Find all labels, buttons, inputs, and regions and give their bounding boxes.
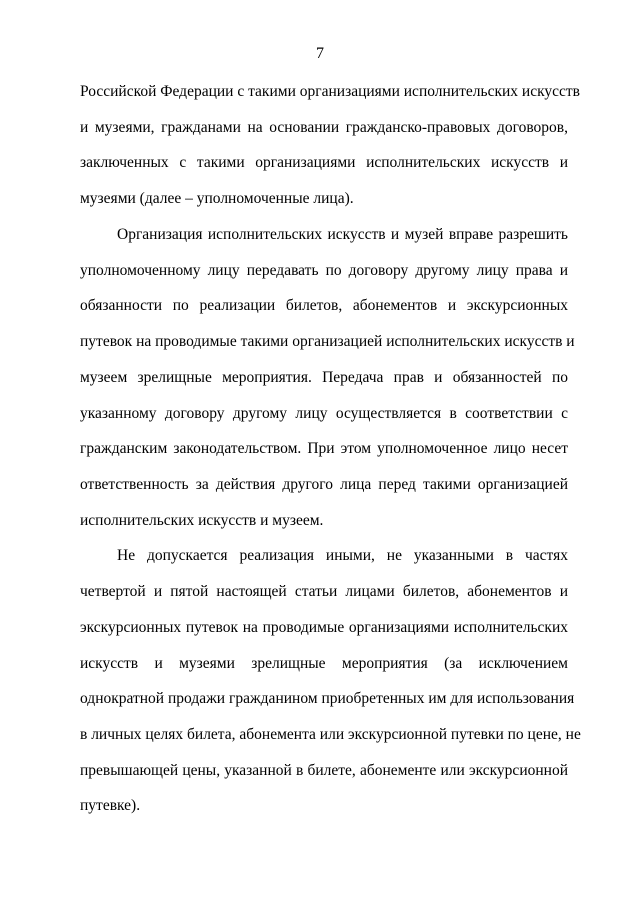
paragraph-first-line: Не допускается реализация иными, не указанными в частях [117, 547, 568, 564]
text-line: ответственность за действия другого лица перед такими организацией [80, 476, 568, 493]
text-line: искусств и музеями зрелищные мероприятия (за исключением [80, 655, 568, 672]
text-line: путевок на проводимые такими организацией исполнительских искусств и [80, 333, 575, 350]
text-line: однократной продажи гражданином приобретенных им для использования [80, 690, 575, 707]
text-line: в личных целях билета, абонемента или экскурсионной путевки по цене, не [80, 726, 581, 743]
page-number: 7 [316, 45, 324, 62]
text-line: уполномоченному лицу передавать по договору другому лицу права и [80, 262, 568, 279]
paragraph-first-line: Организация исполнительских искусств и музей вправе разрешить [117, 226, 568, 243]
text-line: экскурсионных путевок на проводимые организациями исполнительских [80, 619, 568, 636]
text-line: путевке). [80, 797, 141, 814]
text-line: Российской Федерации с такими организациями исполнительских искусств [80, 83, 580, 100]
text-line: музеями (далее – уполномоченные лица). [80, 190, 354, 207]
text-line: указанному договору другому лицу осуществляется в соответствии с [80, 405, 568, 422]
text-line: обязанности по реализации билетов, абонементов и экскурсионных [80, 297, 568, 314]
text-line: и музеями, гражданами на основании гражданско-правовых договоров, [80, 119, 568, 136]
text-line: исполнительских искусств и музеем. [80, 512, 324, 529]
text-line: превышающей цены, указанной в билете, абонементе или экскурсионной [80, 762, 568, 779]
text-line: гражданским законодательством. При этом уполномоченное лицо несет [80, 440, 568, 457]
text-line: четвертой и пятой настоящей статьи лицами билетов, абонементов и [80, 583, 568, 600]
text-line: музеем зрелищные мероприятия. Передача прав и обязанностей по [80, 369, 568, 386]
text-line: заключенных с такими организациями исполнительских искусств и [80, 154, 568, 171]
